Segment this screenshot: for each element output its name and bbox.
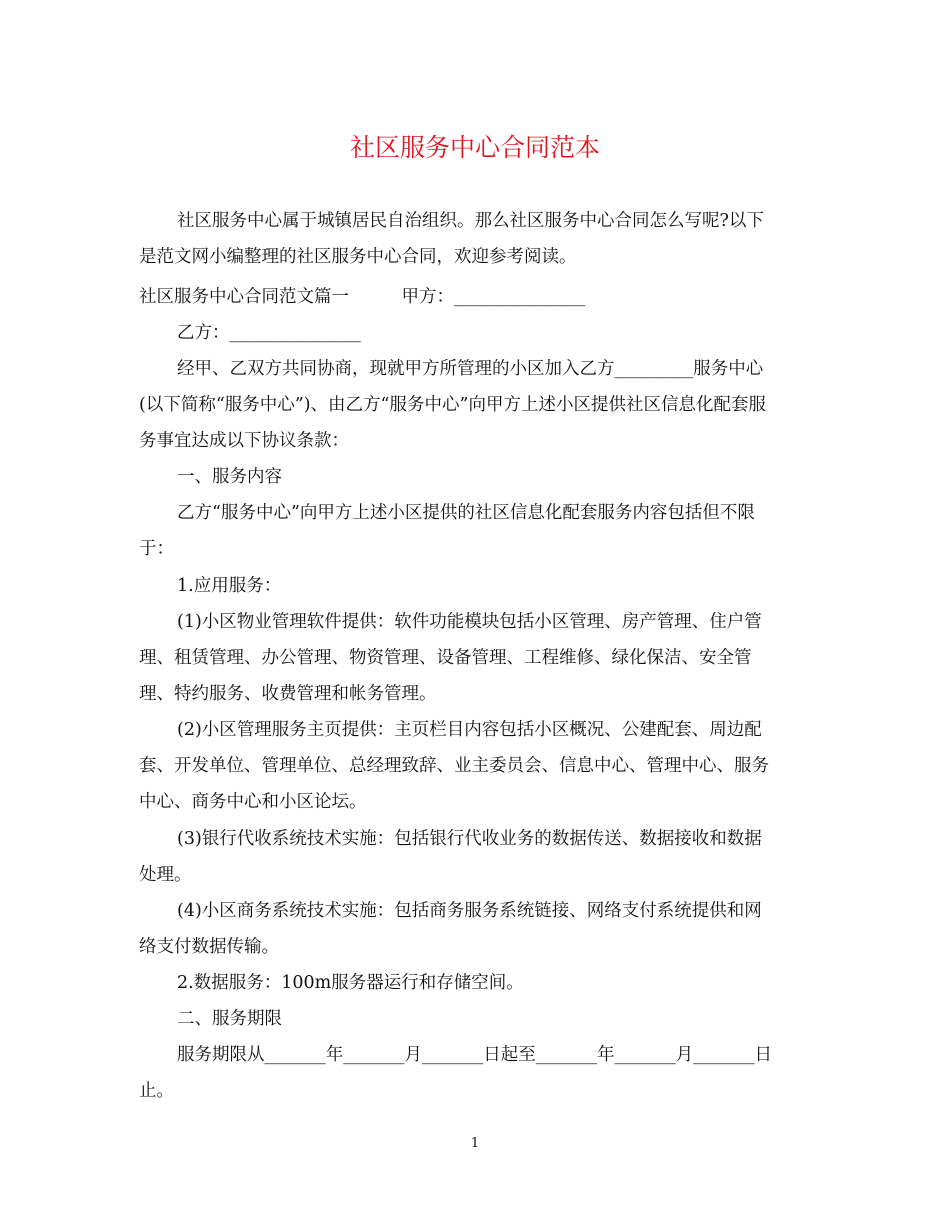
body-line: 务事宜达成以下协议条款： [139,431,349,451]
page-number: 1 [470,1136,480,1151]
body-line: 乙方：_______________ [177,323,361,343]
body-line: 是范文网小编整理的社区服务中心合同，欢迎参考阅读。 [139,247,577,267]
body-line: (4)小区商务系统技术实施：包括商务服务系统链接、网络支付系统提供和网 [177,901,762,921]
document-title: 社区服务中心合同范本 [349,133,600,162]
body-line: (1)小区物业管理软件提供：软件功能模块包括小区管理、房产管理、住户管 [177,612,762,632]
body-line: 理、特约服务、收费管理和帐务管理。 [139,684,437,704]
body-line: 理、租赁管理、办公管理、物资管理、设备管理、工程维修、绿化保洁、安全管 [139,648,752,668]
body-line: 络支付数据传输。 [139,937,279,957]
body-line: 社区服务中心合同范文篇一 甲方：_______________ [139,287,586,307]
body-line: 1.应用服务： [177,576,282,596]
section-heading: 二、服务期限 [177,1009,282,1029]
body-line: 经甲、乙双方共同协商，现就甲方所管理的小区加入乙方_________服务中心 [177,359,764,379]
body-line: 2.数据服务：100m服务器运行和存储空间。 [177,973,524,993]
body-line: 社区服务中心属于城镇居民自治组织。那么社区服务中心合同怎么写呢?以下 [177,211,764,231]
body-line: 套、开发单位、管理单位、总经理致辞、业主委员会、信息中心、管理中心、服务 [139,756,769,776]
body-line: 服务期限从_______年_______月_______日起至_______年_______月_______日 [177,1045,772,1065]
body-line: (以下简称“服务中心”)、由乙方“服务中心”向甲方上述小区提供社区信息化配套服 [139,395,766,415]
body-line: 于： [139,539,174,559]
body-line: 止。 [139,1081,174,1101]
body-line: (2)小区管理服务主页提供：主页栏目内容包括小区概况、公建配套、周边配 [177,720,762,740]
body-line: 中心、商务中心和小区论坛。 [139,792,367,812]
body-line: 处理。 [139,865,192,885]
section-heading: 一、服务内容 [177,467,282,487]
body-line: 乙方“服务中心”向甲方上述小区提供的社区信息化配套服务内容包括但不限 [177,503,755,523]
body-line: (3)银行代收系统技术实施：包括银行代收业务的数据传送、数据接收和数据 [177,829,762,849]
